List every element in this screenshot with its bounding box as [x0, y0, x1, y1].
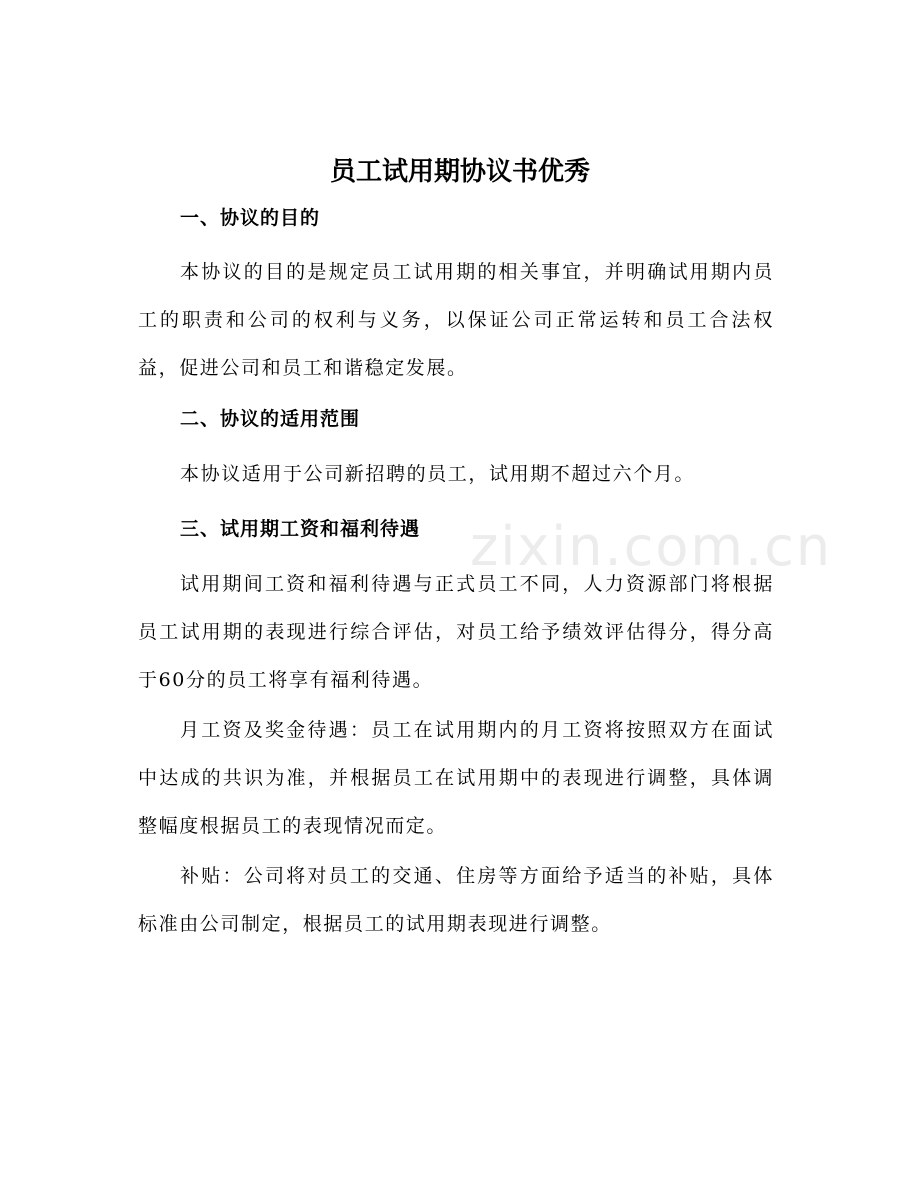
section-paragraph: 本协议适用于公司新招聘的员工，试用期不超过六个月。 — [180, 463, 696, 485]
section-heading-purpose: 一、协议的目的 — [180, 207, 321, 229]
watermark: zixin.com.cn — [470, 515, 833, 578]
section-paragraph: 试用期间工资和福利待遇与正式员工不同，人力资源部门将根据员工试用期的表现进行综合评估，对员工给予绩效评估得分，得分高于60分的员工将享有福利待遇。 — [138, 573, 774, 691]
document-title: 员工试用期协议书优秀 — [329, 157, 590, 187]
section-paragraph: 本协议的目的是规定员工试用期的相关事宜，并明确试用期内员工的职责和公司的权利与义务，以保证公司正常运转和员工合法权益，促进公司和员工和谐稳定发展。 — [138, 261, 774, 379]
section-heading-scope: 二、协议的适用范围 — [180, 408, 361, 430]
section-paragraph: 补贴：公司将对员工的交通、住房等方面给予适当的补贴，具体标准由公司制定，根据员工的试用期表现进行调整。 — [138, 865, 774, 935]
section-heading-salary-benefits: 三、试用期工资和福利待遇 — [180, 518, 421, 540]
section-paragraph: 月工资及奖金待遇：员工在试用期内的月工资将按照双方在面试中达成的共识为准，并根据员工在试用期中的表现进行调整，具体调整幅度根据员工的表现情况而定。 — [138, 719, 774, 837]
